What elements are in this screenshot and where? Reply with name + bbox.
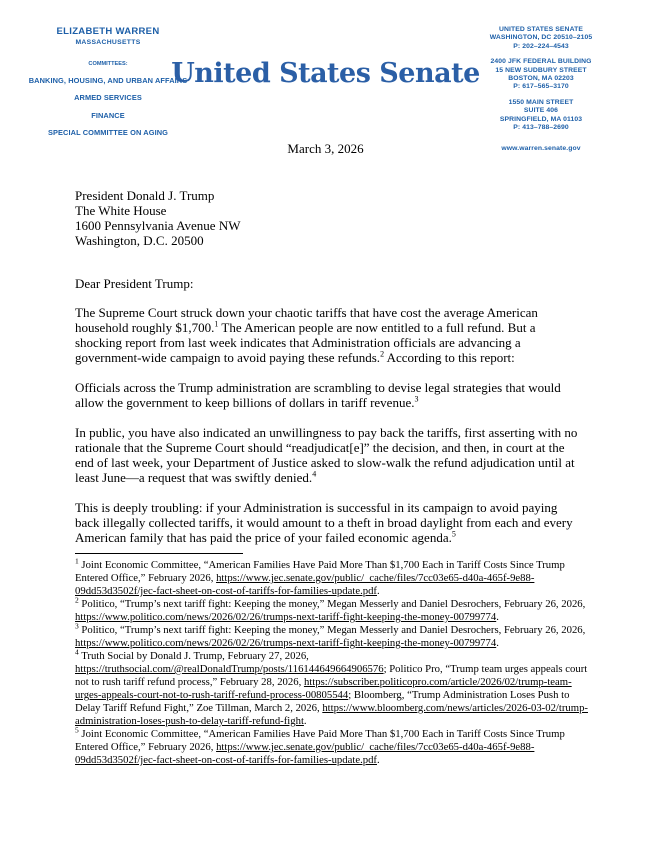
- footnote-link[interactable]: https://www.jec.senate.gov/public/_cache/files/7cc03e65-d40a-465f-9e88-09dd53d3502f/jec-fact-sheet-on-cost-of-tariffs-for-families-update.pdf: [75, 572, 535, 597]
- footnotes-section: [75, 553, 594, 767]
- recipient-line: 1600 Pennsylvania Avenue NW: [75, 218, 241, 233]
- footnote-link[interactable]: https://www.politico.com/news/2026/02/26/trumps-next-tariff-fight-keeping-the-money-00799774: [75, 611, 497, 623]
- office-group: [435, 58, 647, 92]
- committee-item: FINANCE: [91, 110, 125, 120]
- footnote-link[interactable]: https://www.bloomberg.com/news/articles/2026-03-02/trump-administration-loses-push-to-delay-tariff-refund-fight: [75, 702, 588, 727]
- office-line: UNITED STATES SENATE: [499, 26, 583, 33]
- footnote-link[interactable]: https://subscriber.politicopro.com/article/2026/02/trump-team-urges-appeals-court-not-to-rush-tariff-refund-process-00805544: [75, 676, 572, 701]
- senator-name: ELIZABETH WARREN: [56, 26, 160, 37]
- footnote-ref: 4: [312, 469, 317, 479]
- website-link[interactable]: www.warren.senate.gov: [501, 145, 581, 153]
- footnote: $^4$ Truth Social by Donald J. Trump, February 27, 2026, https://truthsocial.com/@realDonaldTrump/posts/116144649664906576; Politico Pro, “Trump team urges appeals court not to rush tariff refund process,” February 28, 2026, https://subscriber.politicopro.com/article/2026/02/trump-team-urges-appeals-court-not-to-rush-tariff-refund-process-00805544; Bloomberg, “Trump Administration Loses Push to Delay Tariff Refund Fight,” Zoe Tillman, March 2, 2026, https://www.bloomberg.com/news/articles/2026-03-02/trump-administration-loses-push-to-delay-tariff-refund-fight.: [75, 647, 588, 727]
- footnote-list: [75, 556, 594, 767]
- office-line: P: 617–565–3170: [513, 83, 569, 91]
- office-line: 15 NEW SUDBURY STREET: [495, 66, 587, 74]
- body-paragraph: Officials across the Trump administration are scrambling to devise legal strategies that would allow the government to keep billions of dollars in tariff revenue.$^3$: [75, 380, 561, 410]
- footnote: $^2$ Politico, “Trump’s next tariff fight: Keeping the money,” Megan Messerly and Daniel Desrochers, February 26, 2026, https://www.politico.com/news/2026/02/26/trumps-next-tariff-fight-keeping-the-money-00799774.: [75, 595, 586, 623]
- footnote-marker: 4: [75, 647, 79, 657]
- footnote-ref: 5: [451, 529, 456, 539]
- footnote-link[interactable]: https://www.jec.senate.gov/public/_cache/files/7cc03e65-d40a-465f-9e88-09dd53d3502f/jec-fact-sheet-on-cost-of-tariffs-for-families-update.pdf: [75, 741, 535, 766]
- senator-state: MASSACHUSETTS: [75, 39, 141, 46]
- senate-masthead: United States Senate: [171, 58, 480, 89]
- office-line: SPRINGFIELD, MA 01103: [499, 115, 583, 123]
- office-line: 2400 JFK FEDERAL BUILDING: [490, 58, 592, 66]
- body-paragraph: In public, you have also indicated an unwillingness to pay back the tariffs, first asserting with no rationale that the Supreme Court should “readjudicat[e]” the decision, and then, in court at the end of last week, your Department of Justice asked to slow-walk the refund adjudication until at least June—a request that was swiftly denied.$^4$: [75, 425, 578, 485]
- office-line: P: 202–224–4543: [513, 42, 569, 50]
- footnote-ref: 1: [214, 319, 219, 329]
- footnote-marker: 3: [75, 621, 79, 631]
- body-paragraph: This is deeply troubling: if your Administration is successful in its campaign to avoid paying back illegally collected tariffs, it would amount to a theft in broad daylight from each and every American family that has paid the price of your failed economic agenda.$^5$: [75, 500, 573, 545]
- office-line: 1550 MAIN STREET: [508, 98, 574, 106]
- salutation: Dear President Trump:: [75, 276, 194, 291]
- footnote-marker: 1: [75, 556, 79, 566]
- office-line: WASHINGTON, DC 20510–2105: [489, 34, 593, 42]
- committee-item: BANKING, HOUSING, AND URBAN AFFAIRS: [28, 75, 188, 85]
- footnote-separator: [75, 553, 243, 554]
- paragraph-list: [75, 305, 582, 545]
- letter-date: March 3, 2026: [287, 141, 364, 156]
- recipient-address: [75, 188, 582, 248]
- recipient-line: The White House: [75, 203, 167, 218]
- office-line: SUITE 406: [523, 107, 559, 115]
- footnote: $^3$ Politico, “Trump’s next tariff fight: Keeping the money,” Megan Messerly and Daniel Desrochers, February 26, 2026, https://www.politico.com/news/2026/02/26/trumps-next-tariff-fight-keeping-the-money-00799774.: [75, 621, 586, 649]
- office-line: BOSTON, MA 02203: [508, 75, 574, 83]
- letter-body: [75, 188, 582, 545]
- footnote-marker: 5: [75, 725, 79, 735]
- footnote-ref: 3: [414, 394, 419, 404]
- office-group: [435, 99, 647, 133]
- footnote-link[interactable]: https://truthsocial.com/@realDonaldTrump/posts/116144649664906576: [75, 663, 384, 675]
- committees-label: COMMITTEES:: [88, 61, 128, 67]
- footnote: $^5$ Joint Economic Committee, “American Families Have Paid More Than $1,700 Each in Tariff Costs Since Trump Entered Office,” February 2026, https://www.jec.senate.gov/public/_cache/files/7cc03e65-d40a-465f-9e88-09dd53d3502f/jec-fact-sheet-on-cost-of-tariffs-for-families-update.pdf.: [75, 725, 565, 766]
- committee-item: SPECIAL COMMITTEE ON AGING: [47, 128, 169, 137]
- footnote-ref: 2: [380, 349, 385, 359]
- office-group: [435, 26, 647, 51]
- footnote-link[interactable]: https://www.politico.com/news/2026/02/26/trumps-next-tariff-fight-keeping-the-money-00799774: [75, 637, 497, 649]
- body-paragraph: The Supreme Court struck down your chaotic tariffs that have cost the average American household roughly $1,700.$^1$ The American people are now entitled to a full refund. But a shocking report from last week indicates that Administration officials are advancing a government-wide campaign to avoid paying these refunds.$^2$ According to this report:: [75, 305, 538, 365]
- office-line: P: 413–788–2690: [513, 124, 569, 132]
- recipient-line: Washington, D.C. 20500: [75, 233, 204, 248]
- office-list: [435, 26, 647, 132]
- footnote-marker: 2: [75, 595, 79, 605]
- letterhead-right: [435, 26, 647, 154]
- footnote: $^1$ Joint Economic Committee, “American Families Have Paid More Than $1,700 Each in Tariff Costs Since Trump Entered Office,” February 2026, https://www.jec.senate.gov/public/_cache/files/7cc03e65-d40a-465f-9e88-09dd53d3502f/jec-fact-sheet-on-cost-of-tariffs-for-families-update.pdf.: [75, 556, 565, 597]
- recipient-line: President Donald J. Trump: [75, 188, 215, 203]
- committee-item: ARMED SERVICES: [74, 93, 142, 102]
